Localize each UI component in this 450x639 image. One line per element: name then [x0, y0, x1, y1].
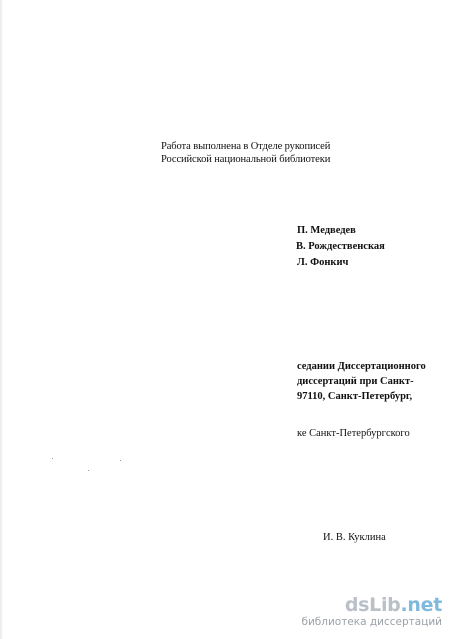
intro-line-2: Российской национальной библиотеки [161, 154, 331, 165]
scan-speck [52, 458, 53, 459]
signature-name: И. В. Куклина [323, 532, 386, 543]
name-line-1: П. Медведев [297, 225, 356, 236]
watermark-logo-tld: .net [400, 594, 442, 617]
scan-speck [120, 460, 121, 461]
dslib-watermark [301, 596, 442, 629]
library-line: ке Санкт-Петербургского [297, 428, 410, 439]
body-line-3: 97110, Санкт-Петербург, [297, 391, 413, 402]
scan-edge-shadow [0, 0, 3, 639]
watermark-subtitle: библиотека диссертаций [301, 616, 442, 629]
intro-line-1: Работа выполнена в Отделе рукописей [161, 141, 331, 152]
scan-speck [88, 470, 89, 471]
body-line-1: седании Диссертационного [297, 361, 426, 372]
name-line-2: В. Рождественская [296, 241, 385, 252]
watermark-logo-main: dsLib [344, 594, 401, 617]
watermark-logo [301, 596, 442, 615]
body-line-2: диссертаций при Санкт- [297, 376, 414, 387]
name-line-3: Л. Фонкич [297, 257, 349, 268]
